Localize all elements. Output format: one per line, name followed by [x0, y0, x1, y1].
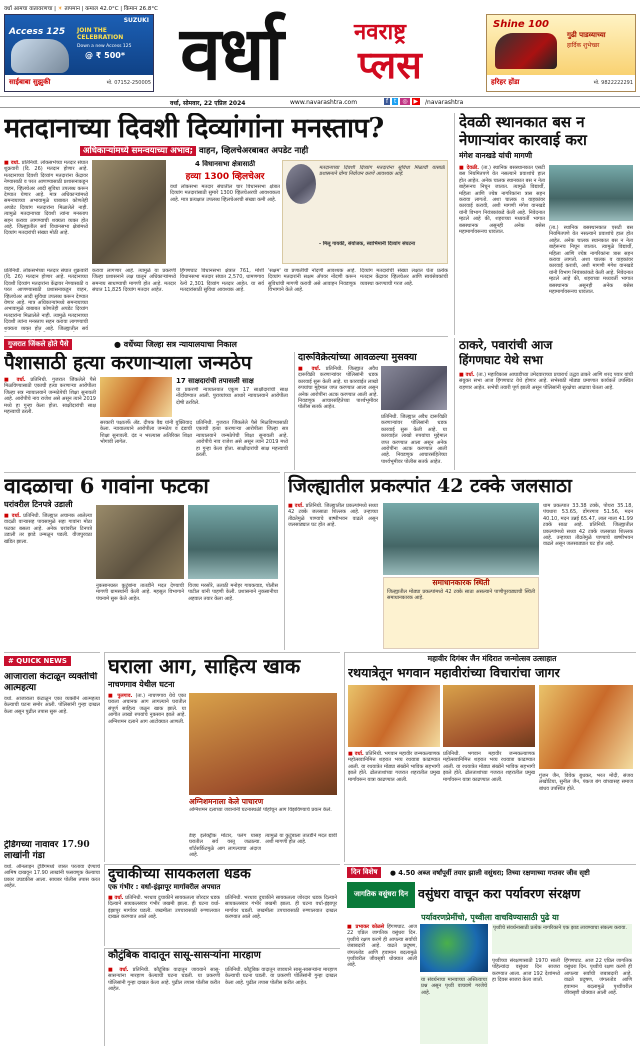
ad-brand: SUZUKI [123, 17, 149, 24]
weather-min: किमान 26.8°C [123, 6, 158, 12]
gujarat-headline: पैशासाठी हत्या करणाऱ्याला जन्मठेप [4, 352, 252, 374]
police-photo [381, 366, 447, 410]
mahavir-body: प्रतिनिधी. भगवान महावीर जन्मकल्याणक महोत्सवानिमित्त शहरात भव्य रथयात्रा काढण्यात आली. या रथयात्रेत मोठ्या संख्येने भाविक सहभागी झाले होते. ढोलताशांच्या गजरात शहरातील प्रमुख मार्गांवरून यात्रा काढण्यात आली. [348, 751, 441, 783]
fire-caption-body: अग्निशमन दलाच्या जवानांनी घटनास्थळी पोहोचून आग विझविण्याचे प्रयत्न केले. [189, 807, 332, 813]
cycle-body: प्रतिनिधी. भरधाव दुचाकीने सायकलला जोरदार धडक दिल्याने सायकलस्वार गंभीर जखमी झाला. ही घटना वर्धा-इंझापूर मार्गावर घडली. जखमीला उपचारासाठी रुग्णालयात दाखल करण्यात आले आहे. [108, 895, 221, 921]
dams-headline: जिल्ह्यातील प्रकल्पांत 42 टक्के जलसाठा [288, 475, 572, 497]
ad-tagline: JOIN THE [77, 27, 107, 34]
right-ad[interactable] [486, 14, 636, 92]
lead-title: मतदानाच्या दिवशी दिव्यांगांना मनस्ताप? [4, 113, 384, 144]
bus-subhead: मंगेश वानखडे यांची मागणी [459, 151, 533, 160]
dams-body: प्रतिनिधी. जिल्ह्यातील प्रकल्पांमध्ये सध्या 42 टक्के जलसाठा शिल्लक आहे. उन्हाच्या तीव्रतेमुळे पाण्याचे बाष्पीभवन वाढले असून जलसाठ्यात घट होत आहे. [288, 503, 379, 529]
quick-b2: वर्धा. ऑनलाइन ट्रेडिंगमध्ये जास्त परतावा देण्याचे आमिष दाखवून 17.90 लाखांनी फसवणूक केल्याचा प्रकार उघडकीस आला. सायबर पोलीस तपास करत आहेत. [4, 864, 100, 890]
box-value: हव्या 1300 व्हिलचेअर [185, 172, 265, 182]
earth-headline: वसुंधरा वाचून करा पर्यावरण संरक्षण [418, 886, 581, 901]
ad-phone: मो. 9822222291 [593, 80, 633, 86]
storm-headline: वादळाचा 6 गावांना फटका [4, 473, 209, 498]
lead-sub-b: वाहन, व्हिलचेअरबाबत अपडेट नाही [199, 146, 309, 156]
youtube-icon[interactable]: ▶ [413, 98, 419, 105]
website-link[interactable]: www.navarashtra.com [290, 99, 358, 106]
din-vishesh-label: दिन विशेष [347, 867, 381, 878]
gujarat-box-title: 17 साक्षदारांची तपासली साक्ष [176, 377, 254, 385]
social-icons[interactable] [384, 98, 420, 105]
bus-headline1: देवळी स्थानकात बस न [459, 113, 585, 131]
gujarat-banner-row [4, 336, 448, 350]
ad-tag2: हार्दिक शुभेच्छा [567, 42, 600, 49]
storm-subhead: घरांवरील टिनपत्रे उडाली [4, 500, 73, 509]
dateline [0, 96, 640, 108]
gujarat-banner: गुजरात जिंकले होते पैसे [4, 339, 72, 350]
mahavir-banner: महावीर दिगंबर जैन मंदिरात जन्मोत्सव उत्साहात [427, 654, 557, 663]
storm-body: प्रतिनिधी. जिल्ह्यात अचानक आलेल्या वादळी वाऱ्यासह पावसामुळे सहा गावांना मोठा फटका बसला आहे. अनेक घरांवरील टिनपत्रे उडाली तर झाडे उन्मळून पडली. वीजपुरवठा खंडित झाला. [4, 513, 93, 545]
ad-offer: Down a new Access 125 [77, 44, 132, 49]
earth-box1: या संवर्धनाचा मानवाच्या अस्तित्वाचा प्रश्न असून पृथ्वी वाचवणे गरजेचे आहे. [420, 976, 488, 1044]
quick-news-label: # QUICK NEWS [4, 656, 71, 666]
din-vishesh-strip [344, 864, 636, 878]
weather-max: कमाल 42.0°C [85, 6, 119, 12]
instagram-icon[interactable]: ◎ [402, 98, 408, 105]
masthead-sub1: नवराष्ट्र [354, 20, 406, 45]
dam-photo [383, 503, 539, 575]
quote-author: - मिलू गायकी, संयोजक, स्वाभिमानी दिव्यांग संघटना [319, 241, 416, 247]
lead-col1b: प्रतिनिधी. लोकसभेच्या मतदार संघात शुक्रवारी (दि. 26) मतदान होणार आहे. मतदानाच्या दिवशी दिव्यांग मतदारांना केंद्रावर नेण्यासाठी व परत आणण्यासाठी प्रशासनाकडून वाहन, व्हिलचेअर आदी सुविधा उपलब्ध करून देण्यात येणार आहे. मात्र अधिकाऱ्यांमध्ये समन्वयाच्या अभावामुळे याबाबत कोणतेही अपडेट दिव्यांग मतदारांना मिळालेले नाही. त्यामुळे मतदानाच्या दिवशी त्यांना मनस्ताप सहन करावा लागण्याची शक्यता व्यक्त होत आहे. जिल्ह्यातील सर्व [4, 268, 88, 332]
earth-subhead: पर्यावरणप्रेमींचो, पृथ्वीला वाचविण्यासाठी पुढे या [421, 913, 559, 922]
procession-photo-3 [539, 685, 633, 769]
lead-headline [4, 113, 448, 145]
masthead [158, 8, 483, 94]
mahavir-story: महावीर दिगंबर जैन मंदिरात जन्मोत्सव उत्साहात रथयात्रेतून भगवान महावीरांच्या विचारांचा जागर ■ वर्धा. प्रतिनिधी. भगवान महावीर जन्मकल्याणक महोत्सवानिमित्त शहरात भव्य रथयात्रा काढण्यात आली. या रथयात्रेत मोठ्या संख्येने भाविक सहभागी झाले होते. ढोलताशांच्या गजरात शहरातील प्रमुख मार्गांवरून यात्रा काढण्यात आली. प्रतिनिधी. भगवान महावीर जन्मकल्याणक महोत्सवानिमित्त शहरात भव्य रथयात्रा काढण्यात आली. या रथयात्रेत मोठ्या संख्येने भाविक सहभागी झाले होते. ढोलताशांच्या गजरात शहरातील प्रमुख मार्गांवरून यात्रा काढण्यात आली. गुंजन जैन, विवेक बुधकर, भरत मोदी, संजय लखोटिया, सुनील जैन, पंकज बंग यांच्यासह समाज बांधव उपस्थित होते. [344, 652, 636, 862]
mahavir-headline: रथयात्रेतून भगवान महावीरांच्या विचारांचा जागर [348, 665, 560, 680]
din-vishesh-text: ● 4.50 अब्ज वर्षांपूर्वी तयार झाली वसुंधरा; तिच्या रक्षणाच्या गप्तवर जीव सृष्टी [390, 869, 590, 877]
weather-label: तापमान [64, 6, 80, 12]
fire-body: (ता.) नाचणगाव येथे एका घराला अचानक आग लागल्याने घरातील संपूर्ण साहित्य जळून खाक झाले. या आगीत लाखो रुपयांचे नुकसान झाले आहे. अग्निशमन दलाने आग आटोक्यात आणली. [108, 693, 186, 725]
thackeray-headline2: हिंगणघाट येथे सभा [459, 353, 543, 367]
left-ad[interactable] [4, 14, 154, 92]
storm-story: वादळाचा 6 गावांना फटका घरांवरील टिनपत्रे उडाली ■ वर्धा. प्रतिनिधी. जिल्ह्यात अचानक आलेल्या वादळी वाऱ्यासह पावसामुळे सहा गावांना मोठा फटका बसला आहे. अनेक घरांवरील टिनपत्रे उडाली तर झाडे उन्मळून पडली. वीजपुरवठा खंडित झाला. नुकसानग्रस्त कुटुंबांना तातडीने मदत देण्याची मागणी ग्रामस्थांनी केली आहे. महसूल विभागाने पंचनामे सुरू केले आहेत. विजय मरसोरे, तलाठी मनोहर गायकवाड, पोलीस पाटील यांनी पाहणी केली. प्रशासनाने नुकसानीचा अहवाल तयार केला आहे. [4, 472, 280, 650]
box-body: वर्धा लोकसभा मतदार संघातील चार विधानसभा क्षेत्रात दिव्यांग मतदारांसाठी सुमारे 1300 व्हिलचेअरची आवश्यकता आहे. मात्र प्रत्यक्षात उपलब्ध व्हिलचेअरची संख्या कमी आहे. [170, 184, 280, 203]
wheelchair-box2 [282, 160, 448, 264]
quick-h2: ट्रेडिंगच्या नावावर 17.90 लाखांनी गंडा [4, 840, 90, 861]
bus-headline2: नेणाऱ्यांवर कारवाई करा [459, 131, 587, 149]
ad-offer2: @ ₹ 500* [85, 51, 126, 60]
earth-day-badge: जागतिक वसुंधरा दिन [347, 882, 415, 908]
storm-photo-2 [188, 505, 278, 579]
ad-tagline2: CELEBRATION [77, 34, 124, 41]
family-headline: कौटुंबिक वादातून सासू-सासऱ्यांना मारहाण [108, 950, 261, 961]
bus-story: देवळी स्थानकात बस न नेणाऱ्यांवर कारवाई करा मंगेश वानखडे यांची मागणी ■ देवळी. (ता.) स्थानिक बसस्थानकात एसटी बस नियमितपणे येत नसल्याने प्रवाशांचे हाल होत आहेत. अनेक चालक स्थानकात बस न नेता बाहेरूनच निघून जातात. त्यामुळे विद्यार्थी, महिला आणि ज्येष्ठ नागरिकांना त्रास सहन करावा लागतो. अशा चालक व वाहकांवर कारवाई करावी, अशी मागणी मंगेश वानखडे यांनी विभाग नियंत्रकांकडे केली आहे. निवेदनात म्हटले आहे की, शहराच्या मध्यवर्ती भागात बसस्थानक असूनही अनेक बसेस महामार्गावरूनच धावतात. (ता.) स्थानिक बसस्थानकात एसटी बस नियमितपणे येत नसल्याने प्रवाशांचे हाल होत आहेत. अनेक चालक स्थानकात बस न नेता बाहेरूनच निघून जातात. त्यामुळे विद्यार्थी, महिला आणि ज्येष्ठ नागरिकांना त्रास सहन करावा लागतो. अशा चालक व वाहकांवर कारवाई करावी, अशी मागणी मंगेश वानखडे यांनी विभाग नियंत्रकांकडे केली आहे. निवेदनात म्हटले आहे की, शहराच्या मध्यवर्ती भागात बसस्थानक असूनही अनेक बसेस महामार्गावरूनच धावतात. [454, 113, 636, 335]
quick-h1: आजाराला कंटाळून व्यक्तीची आत्महत्या [4, 672, 98, 693]
dams-box [383, 577, 539, 649]
cycle-subhead: एक गंभीर : वर्धा-इंझापूर मार्गावरील अपघात [108, 883, 221, 891]
masthead-title: वर्धा [180, 11, 282, 94]
ad-dealer: साईबाबा सुझुकी [9, 78, 51, 86]
ad-brand: Shine 100 [493, 19, 550, 30]
lead-col4: 'सक्षम' या प्रणालीची नोंदणी आवश्यक आहे. दिव्यांग मतदारांनी सक्षम अ‍ॅपवर नोंदणी करून सुविधांची मागणी करावी असे आवाहन निवडणूक विभागाने केले आहे. [268, 268, 356, 294]
weather-strip: वर्धा आमचा वातावरणचा | ☀ तापमान | कमाल 42.0°C | किमान 26.8°C [4, 6, 158, 12]
fire-caption: अग्निशमनाला केले पाचारण [189, 797, 264, 806]
quick-b1: वर्धा. आजाराला कंटाळून एका व्यक्तीने आत्महत्या केल्याची घटना समोर आली. पोलिसांनी गुन्हा दाखल केला असून पुढील तपास सुरू आहे. [4, 696, 100, 715]
lead-body [4, 160, 88, 268]
lead-col3: हिंगणघाट विधानसभा क्षेत्रात 761, मोर्शी विधानसभा मतदार संघात 2,570, धामणगाव रेल्वे 2,301 दिव्यांग मतदार आहेत. या सर्व मतदारांसाठी सुविधा आवश्यक आहे. [180, 268, 264, 294]
lead-subhead [80, 145, 448, 157]
lead-sub-a: अधिकाऱ्यांमध्ये समन्वयाच्या अभाव; [80, 146, 196, 156]
fire-story: घराला आग, साहित्य खाक नाचणगाव येथील घटना ■ पुलगाव. (ता.) नाचणगाव येथे एका घराला अचानक आग लागल्याने घरातील संपूर्ण साहित्य जळून खाक झाले. या आगीत लाखो रुपयांचे नुकसान झाले आहे. अग्निशमन दलाने आग आटोक्यात आणली. अग्निशमनाला केले पाचारण अग्निशमन दलाच्या जवानांनी घटनास्थळी पोहोचून आग विझविण्याचे प्रयत्न केले. डेव्ह इलेक्ट्रीक मोटार, पलंग यासह घरातील सर्व वस्तू जळाल्या. शॉर्टसर्किटमुळे आग लागल्याचा अंदाज आहे. त्यामुळे या कुटुंबाला तातडीने मदत द्यावी अशी मागणी होत आहे. [104, 652, 340, 862]
dams-box-title: समाधानकारक स्थिती [432, 578, 490, 587]
earth-col-r: पृथ्वीच्या संरक्षणासाठी 1970 साली पहिल्यांदा वसुंधरा दिन साजरा करण्यात आला. आज 192 देशांमध्ये हा दिवस साजरा केला जातो. [492, 958, 560, 984]
person-photo [286, 164, 316, 204]
lead-quote: मतदानाच्या दिवशी दिव्यांग मतदारांना सुविधा मिळावी यासाठी प्रशासनाने योग्य नियोजन करणे आवश्यक आहे. [319, 165, 445, 178]
edition-date: वर्धा, सोमवार, 22 एप्रिल 2024 [170, 100, 246, 107]
wheelchair-box [170, 160, 280, 264]
gujarat-box-body: या प्रकरणी न्यायालयात एकूण 17 साक्षीदारांची साक्ष नोंदविण्यात आली. पुराव्यांच्या आधारे न्यायालयाने आरोपीला दोषी ठरविले. [176, 387, 288, 406]
dams-figures: धाम प्रकल्पात 33.38 टक्के, पोथरा 35.18, पंचधारा 53.65, डोंगरगाव 51.56, मदन 40.10, मदन उन्नई 65.47, लाल नाला 41.99 टक्के साठा आहे. [543, 503, 633, 529]
masthead-sub2: प्लस [358, 43, 422, 87]
facebook-icon[interactable]: f [386, 98, 389, 105]
thackeray-story: ठाकरे, पवारांची आज हिंगणघाट येथे सभा ■ वर्धा. (ता.) महाविकास आघाडीच्या उमेदवाराच्या प्रचारार्थ उद्धव ठाकरे आणि शरद पवार यांची संयुक्त सभा आज हिंगणघाट येथे होणार आहे. सभेसाठी मोठ्या प्रमाणात कार्यकर्ते उपस्थित राहणार आहेत. सभेची तयारी पूर्ण झाली असून पोलिसांनी सुरक्षेचा आढावा घेतला आहे. [454, 338, 636, 470]
cycle-story: दुचाकीच्या सायकलला धडक एक गंभीर : वर्धा-इंझापूर मार्गावरील अपघात ■ वर्धा. प्रतिनिधी. भरधाव दुचाकीने सायकलला जोरदार धडक दिल्याने सायकलस्वार गंभीर जखमी झाला. ही घटना वर्धा-इंझापूर मार्गावर घडली. जखमीला उपचारासाठी रुग्णालयात दाखल करण्यात आले आहे. प्रतिनिधी. भरधाव दुचाकीने सायकलला जोरदार धडक दिल्याने सायकलस्वार गंभीर जखमी झाला. ही घटना वर्धा-इंझापूर मार्गावर घडली. जखमीला उपचारासाठी रुग्णालयात दाखल करण्यात आले आहे. [104, 864, 340, 946]
family-body: प्रतिनिधी. कौटुंबिक वादातून जावयाने सासू-सासऱ्यांना मारहाण केल्याची घटना घडली. या प्रकरणी पोलिसांनी गुन्हा दाखल केला आहे. पुढील तपास पोलीस करीत आहेत. [108, 967, 220, 993]
ad-dealer: हरिहर होंडा [491, 78, 520, 86]
fire-subhead: नाचणगाव येथील घटना [108, 680, 175, 689]
box-title: 4 विधानसभा क्षेत्रासाठी [194, 160, 256, 168]
lead-col5: दिव्यांग मतदारांची संख्या लक्षात घेता प्रत्येक मतदान केंद्रावर व्हिलचेअर आणि स्वयंसेवकांची व्यवस्था करण्याची गरज आहे. [360, 268, 448, 287]
gujarat-body: प्रतिनिधी. गुजरात जिंकलेले पैसे मिळविण्यासाठी एकाची हत्या करणाऱ्या आरोपीला जिल्हा सत्र न्यायालयाने जन्मठेपेची शिक्षा सुनावली आहे. आरोपीचे नाव राजेश असे असून त्याने 2019 मध्ये हा गुन्हा केला होता. साक्षीदारांची साक्ष महत्त्वाची ठरली. [4, 377, 97, 416]
fire-photo [189, 693, 337, 795]
bus-photo [549, 165, 633, 221]
ad-model: Access 125 [9, 27, 66, 37]
liquor-headline: दारूविक्रेत्यांच्या आवळल्या मुसक्या [298, 352, 417, 363]
earth-story: जागतिक वसुंधरा दिन वसुंधरा वाचून करा पर्यावरण संरक्षण पर्यावरणप्रेमींचो, पृथ्वीला वाचविण्यासाठी पुढे या ■ प्रभाकर कोळसे हिंगणघाट. आज 22 एप्रिल जागतिक वसुंधरा दिन. पृथ्वीचे रक्षण करणे ही आपल्या सर्वांची जबाबदारी आहे. वाढते प्रदूषण, जंगलतोड आणि हवामान बदलामुळे पृथ्वीवरील जीवसृष्टी धोक्यात आली आहे. या संवर्धनाचा मानवाच्या अस्तित्वाचा प्रश्न असून पृथ्वी वाचवणे गरजेचे आहे. पृथ्वीचे संवर्धनासाठी प्रत्येक नागरिकाने एक झाड लावण्याचा संकल्प करावा. पृथ्वीच्या संरक्षणासाठी 1970 साली पहिल्यांदा वसुंधरा दिन साजरा करण्यात आला. आज 192 देशांमध्ये हा दिवस साजरा केला जातो. हिंगणघाट. आज 22 एप्रिल जागतिक वसुंधरा दिन. पृथ्वीचे रक्षण करणे ही आपल्या सर्वांची जबाबदारी आहे. वाढते प्रदूषण, जंगलतोड आणि हवामान बदलामुळे पृथ्वीवरील जीवसृष्टी धोक्यात आली आहे. [344, 880, 636, 1046]
twitter-icon[interactable]: t [394, 98, 397, 105]
earth-box2: पृथ्वीचे संवर्धनासाठी प्रत्येक नागरिकाने एक झाड लावण्याचा संकल्प करावा. [492, 924, 632, 954]
earth-photo [420, 924, 488, 972]
mahavir-attendees: गुंजन जैन, विवेक बुधकर, भरत मोदी, संजय लखोटिया, सुनील जैन, पंकज बंग यांच्यासह समाज बांधव उपस्थित होते. [539, 773, 633, 792]
procession-photo-1 [348, 685, 440, 747]
scooter-image [11, 39, 69, 73]
sun-icon: ☀ [57, 6, 63, 12]
weather-city: वर्धा आमचा वातावरणचा [4, 6, 53, 12]
gujarat-story: पैशासाठी हत्या करणाऱ्याला जन्मठेप ■ वर्धा. प्रतिनिधी. गुजरात जिंकलेले पैसे मिळविण्यासाठी एकाची हत्या करणाऱ्या आरोपीला जिल्हा सत्र न्यायालयाने जन्मठेपेची शिक्षा सुनावली आहे. आरोपीचे नाव राजेश असे असून त्याने 2019 मध्ये हा गुन्हा केला होता. साक्षीदारांची साक्ष महत्त्वाची ठरली. 17 साक्षदारांची तपासली साक्ष या प्रकरणी न्यायालयात एकूण 17 साक्षीदारांची साक्ष नोंदविण्यात आली. पुराव्यांच्या आधारे न्यायालयाने आरोपीला दोषी ठरविले. सरकारी पक्षातर्फे अ‍ॅड. दीपक वैद्य यांनी युक्तिवाद केला. न्यायालयाने आरोपीला जन्मठेप व दंडाची शिक्षा सुनावली. दंड न भरल्यास अतिरिक्त शिक्षा भोगावी लागेल. प्रतिनिधी. गुजरात जिंकलेले पैसे मिळविण्यासाठी एकाची हत्या करणाऱ्या आरोपीला जिल्हा सत्र न्यायालयाने जन्मठेपेची शिक्षा सुनावली आहे. आरोपीचे नाव राजेश असे असून त्याने 2019 मध्ये हा गुन्हा केला होता. साक्षीदारांची साक्ष महत्त्वाची ठरली. [4, 352, 288, 459]
fire-col3: डेव्ह इलेक्ट्रीक मोटार, पलंग यासह घरातील सर्व वस्तू जळाल्या. शॉर्टसर्किटमुळे आग लागल्याचा अंदाज आहे. [189, 833, 261, 859]
liquor-body: प्रतिनिधी. जिल्ह्यात अवैध दारूविक्री करणाऱ्यांवर पोलिसांनी धडक कारवाई सुरू केली आहे. या कारवाईत लाखो रुपयांचा मुद्देमाल जप्त करण्यात आला असून अनेक आरोपींना अटक करण्यात आली आहे. निवडणूक आचारसंहितेच्या पार्श्वभूमीवर पोलीस सतर्क आहेत. [298, 366, 379, 411]
cash-photo [100, 377, 172, 417]
cycle-headline: दुचाकीच्या सायकलला धडक [108, 866, 251, 882]
quick-news [4, 652, 100, 1046]
social-handle[interactable]: /navarashtra [425, 99, 464, 106]
ad-tag: गुढी पाडव्याच्या [567, 31, 606, 39]
fire-headline: घराला आग, साहित्य खाक [108, 654, 301, 678]
ad-phone: मो. 07152-250005 [106, 80, 151, 86]
wheelchair-photo [92, 160, 166, 264]
bus-body: (ता.) स्थानिक बसस्थानकात एसटी बस नियमितपणे येत नसल्याने प्रवाशांचे हाल होत आहेत. अनेक चालक स्थानकात बस न नेता बाहेरूनच निघून जातात. त्यामुळे विद्यार्थी, महिला आणि ज्येष्ठ नागरिकांना त्रास सहन करावा लागतो. अशा चालक व वाहकांवर कारवाई करावी, अशी मागणी मंगेश वानखडे यांनी विभाग नियंत्रकांकडे केली आहे. निवेदनात म्हटले आहे की, शहराच्या मध्यवर्ती भागात बसस्थानक असूनही अनेक बसेस महामार्गावरूनच धावतात. [459, 165, 545, 236]
thackeray-headline1: ठाकरे, पवारांची आज [459, 338, 553, 352]
lead-kicker: ■ वर्धा. [4, 160, 20, 166]
lead-col2: करावा लागणार आहे. त्यामुळे या प्रकरणी जिल्हा प्रशासनाने लक्ष घालून अधिकाऱ्यांमध्ये समन्वय साधण्याची मागणी होत आहे. मतदार संघात 11,825 दिव्यांग मतदार आहेत. [92, 268, 176, 294]
lead-body-text: प्रतिनिधी. लोकसभेच्या मतदार संघात शुक्रवारी (दि. 26) मतदान होणार आहे. मतदानाच्या दिवशी दिव्यांग मतदारांना केंद्रावर नेण्यासाठी व परत आणण्यासाठी प्रशासनाकडून वाहन, व्हिलचेअर आदी सुविधा उपलब्ध करून देण्यात येणार आहे. मात्र अधिकाऱ्यांमध्ये समन्वयाच्या अभावामुळे याबाबत कोणतेही अपडेट दिव्यांग मतदारांना मिळालेले नाही. त्यामुळे मतदानाच्या दिवशी त्यांना मनस्ताप सहन करावा लागण्याची शक्यता व्यक्त होत आहे. जिल्ह्यातील सर्व विधानसभा क्षेत्रांमध्ये दिव्यांग मतदारांची संख्या मोठी आहे. [4, 160, 88, 237]
earth-body: हिंगणघाट. आज 22 एप्रिल जागतिक वसुंधरा दिन. पृथ्वीचे रक्षण करणे ही आपल्या सर्वांची जबाबदारी आहे. वाढते प्रदूषण, जंगलतोड आणि हवामान बदलामुळे पृथ्वीवरील जीवसृष्टी धोक्यात आली आहे. [347, 924, 418, 969]
fire-col4: त्यामुळे या कुटुंबाला तातडीने मदत द्यावी अशी मागणी होत आहे. [265, 833, 337, 846]
thackeray-body: (ता.) महाविकास आघाडीच्या उमेदवाराच्या प्रचारार्थ उद्धव ठाकरे आणि शरद पवार यांची संयुक्त सभा आज हिंगणघाट येथे होणार आहे. सभेसाठी मोठ्या प्रमाणात कार्यकर्ते उपस्थित राहणार आहेत. सभेची तयारी पूर्ण झाली असून पोलिसांनी सुरक्षेचा आढावा घेतला आहे. [459, 372, 634, 391]
liquor-story: दारूविक्रेत्यांच्या आवळल्या मुसक्या ■ वर्धा. प्रतिनिधी. जिल्ह्यात अवैध दारूविक्री करणाऱ्यांवर पोलिसांनी धडक कारवाई सुरू केली आहे. या कारवाईत लाखो रुपयांचा मुद्देमाल जप्त करण्यात आला असून अनेक आरोपींना अटक करण्यात आली आहे. निवडणूक आचारसंहितेच्या पार्श्वभूमीवर पोलीस सतर्क आहेत. प्रतिनिधी. जिल्ह्यात अवैध दारूविक्री करणाऱ्यांवर पोलिसांनी धडक कारवाई सुरू केली आहे. या कारवाईत लाखो रुपयांचा मुद्देमाल जप्त करण्यात आला असून अनेक आरोपींना अटक करण्यात आली आहे. निवडणूक आचारसंहितेच्या पार्श्वभूमीवर पोलीस सतर्क आहेत. [294, 352, 450, 470]
gujarat-title2: ● वर्धेच्या जिल्हा सत्र न्यायालयाचा निकाल [114, 340, 237, 349]
dams-box-body: जिल्ह्यातील मोठ्या प्रकल्पांमध्ये 42 टक्के साठा असल्याने पाणीपुरवठ्याची स्थिती समाधानकारक आहे. [387, 589, 535, 602]
motorbike-image [495, 33, 557, 69]
dams-story: जिल्ह्यातील प्रकल्पांत 42 टक्के जलसाठा ■ वर्धा. प्रतिनिधी. जिल्ह्यातील प्रकल्पांमध्ये सध्या 42 टक्के जलसाठा शिल्लक आहे. उन्हाच्या तीव्रतेमुळे पाण्याचे बाष्पीभवन वाढले असून जलसाठ्यात घट होत आहे. समाधानकारक स्थिती जिल्ह्यातील मोठ्या प्रकल्पांमध्ये 42 टक्के साठा असल्याने पाणीपुरवठ्याची स्थिती समाधानकारक आहे. धाम प्रकल्पात 33.38 टक्के, पोथरा 35.18, पंचधारा 53.65, डोंगरगाव 51.56, मदन 40.10, मदन उन्नई 65.47, लाल नाला 41.99 टक्के साठा आहे. प्रतिनिधी. जिल्ह्यातील प्रकल्पांमध्ये सध्या 42 टक्के जलसाठा शिल्लक आहे. उन्हाच्या तीव्रतेमुळे पाण्याचे बाष्पीभवन वाढले असून जलसाठ्यात घट होत आहे. [284, 472, 636, 650]
procession-photo-2 [443, 685, 535, 747]
family-story: कौटुंबिक वादातून सासू-सासऱ्यांना मारहाण ■ वर्धा. प्रतिनिधी. कौटुंबिक वादातून जावयाने सासू-सासऱ्यांना मारहाण केल्याची घटना घडली. या प्रकरणी पोलिसांनी गुन्हा दाखल केला आहे. पुढील तपास पोलीस करीत आहेत. प्रतिनिधी. कौटुंबिक वादातून जावयाने सासू-सासऱ्यांना मारहाण केल्याची घटना घडली. या प्रकरणी पोलिसांनी गुन्हा दाखल केला आहे. पुढील तपास पोलीस करीत आहेत. [104, 948, 340, 1046]
storm-photo-1 [96, 505, 184, 579]
